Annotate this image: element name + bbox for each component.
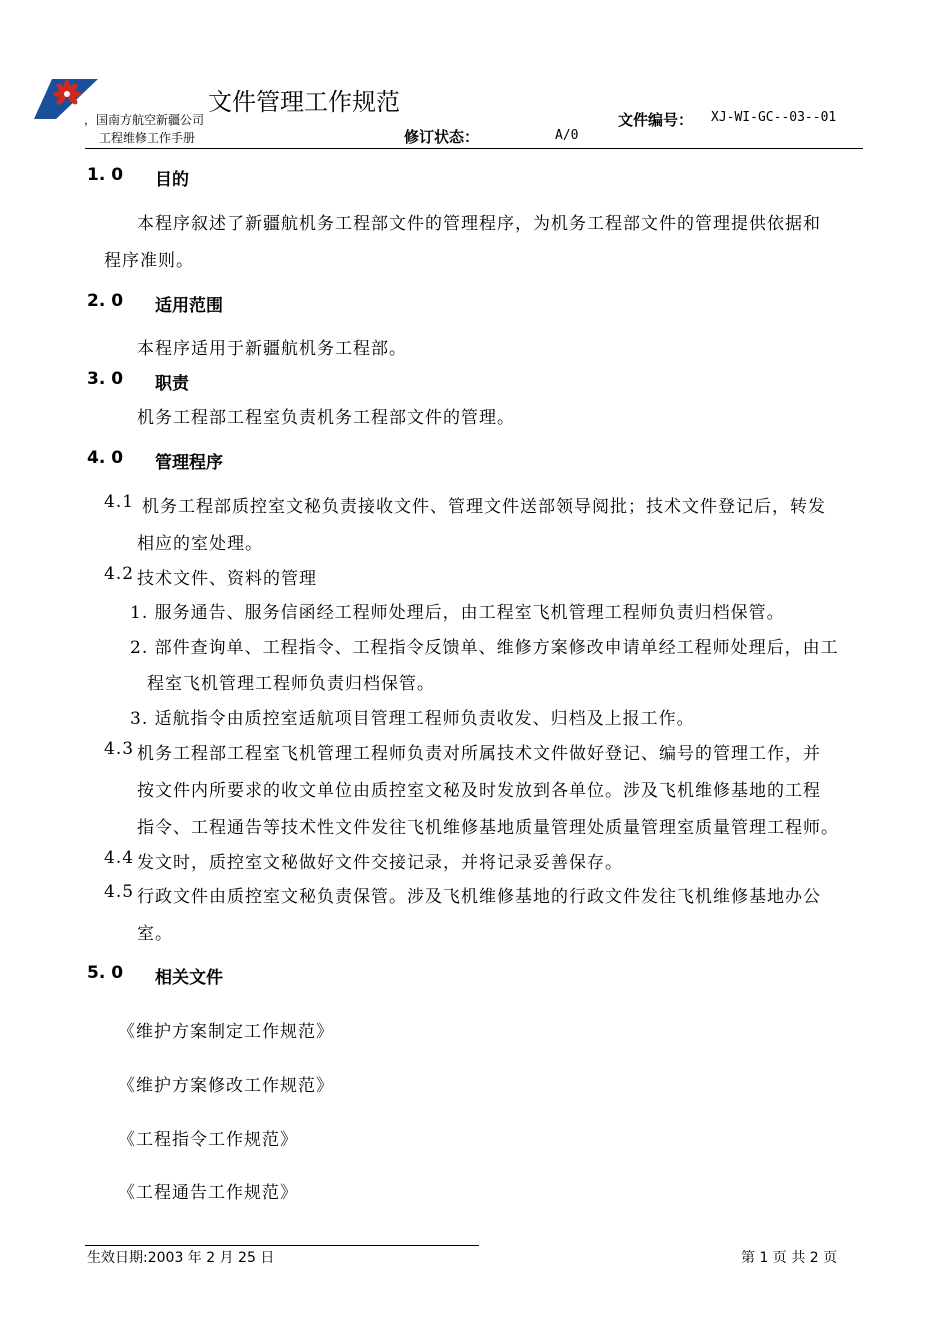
revision-label: 修订状态： bbox=[404, 128, 480, 146]
responsibility-line-1: 机务工程部工程室负责机务工程部文件的管理。 bbox=[137, 408, 515, 428]
procedure-4-4-number: 4.4 bbox=[104, 848, 135, 868]
section-4-title: 管理程序 bbox=[155, 453, 223, 473]
section-4-number: 4. 0 bbox=[87, 448, 124, 468]
header-rule bbox=[85, 148, 863, 149]
company-name: ，国南方航空新疆公司 bbox=[84, 113, 205, 127]
doc-title: 文件管理工作规范 bbox=[208, 88, 400, 116]
doc-number-label: 文件编号： bbox=[618, 111, 694, 129]
procedure-4-2-number: 4.2 bbox=[104, 564, 135, 584]
section-2-title: 适用范围 bbox=[155, 296, 223, 316]
manual-name: 工程维修工作手册 bbox=[99, 131, 196, 145]
procedure-4-2-item-3: 3. 适航指令由质控室适航项目管理工程师负责收发、归档及上报工作。 bbox=[130, 709, 695, 729]
section-1-number: 1. 0 bbox=[87, 165, 124, 185]
procedure-4-1-line-1: 机务工程部质控室文秘负责接收文件、管理文件送部领导阅批；技术文件登记后，转发 bbox=[142, 497, 826, 517]
revision-status: A/0 bbox=[555, 128, 579, 143]
section-2-number: 2. 0 bbox=[87, 291, 124, 311]
related-doc-4: 《工程通告工作规范》 bbox=[118, 1183, 298, 1203]
section-3-number: 3. 0 bbox=[87, 369, 124, 389]
procedure-4-5-number: 4.5 bbox=[104, 882, 135, 902]
page-info: 第 1 页 共 2 页 bbox=[741, 1250, 838, 1266]
section-5-title: 相关文件 bbox=[155, 968, 223, 988]
purpose-line-2: 程序准则。 bbox=[104, 251, 194, 271]
section-1-title: 目的 bbox=[155, 170, 189, 190]
procedure-4-5-line-1: 行政文件由质控室文秘负责保管。涉及飞机维修基地的行政文件发往飞机维修基地办公 bbox=[137, 887, 821, 907]
procedure-4-4-line-1: 发文时，质控室文秘做好文件交接记录，并将记录妥善保存。 bbox=[137, 853, 623, 873]
section-5-number: 5. 0 bbox=[87, 963, 124, 983]
procedure-4-2-item-1: 1. 服务通告、服务信函经工程师处理后，由工程室飞机管理工程师负责归档保管。 bbox=[130, 603, 785, 623]
footer-rule bbox=[85, 1245, 479, 1246]
procedure-4-5-line-2: 室。 bbox=[137, 924, 173, 944]
procedure-4-2-title: 技术文件、资料的管理 bbox=[137, 569, 317, 589]
procedure-4-2-item-2-line-2: 程室飞机管理工程师负责归档保管。 bbox=[147, 674, 435, 694]
section-3-title: 职责 bbox=[155, 374, 189, 394]
related-doc-1: 《维护方案制定工作规范》 bbox=[118, 1022, 334, 1042]
related-doc-2: 《维护方案修改工作规范》 bbox=[118, 1076, 334, 1096]
procedure-4-3-line-2: 按文件内所要求的收文单位由质控室文秘及时发放到各单位。涉及飞机维修基地的工程 bbox=[137, 781, 821, 801]
procedure-4-1-number: 4.1 bbox=[104, 492, 135, 512]
doc-number: XJ-WI-GC--03--01 bbox=[711, 110, 837, 125]
effective-date: 生效日期:2003 年 2 月 25 日 bbox=[87, 1250, 275, 1266]
procedure-4-1-line-2: 相应的室处理。 bbox=[137, 534, 263, 554]
related-doc-3: 《工程指令工作规范》 bbox=[118, 1130, 298, 1150]
procedure-4-2-item-2-line-1: 2. 部件查询单、工程指令、工程指令反馈单、维修方案修改申请单经工程师处理后，由工 bbox=[130, 638, 839, 658]
scope-line-1: 本程序适用于新疆航机务工程部。 bbox=[137, 339, 407, 359]
procedure-4-3-line-3: 指令、工程通告等技术性文件发往飞机维修基地质量管理处质量管理室质量管理工程师。 bbox=[137, 818, 839, 838]
procedure-4-3-line-1: 机务工程部工程室飞机管理工程师负责对所属技术文件做好登记、编号的管理工作，并 bbox=[137, 744, 821, 764]
procedure-4-3-number: 4.3 bbox=[104, 739, 135, 759]
purpose-line-1: 本程序叙述了新疆航机务工程部文件的管理程序，为机务工程部文件的管理提供依据和 bbox=[137, 214, 821, 234]
